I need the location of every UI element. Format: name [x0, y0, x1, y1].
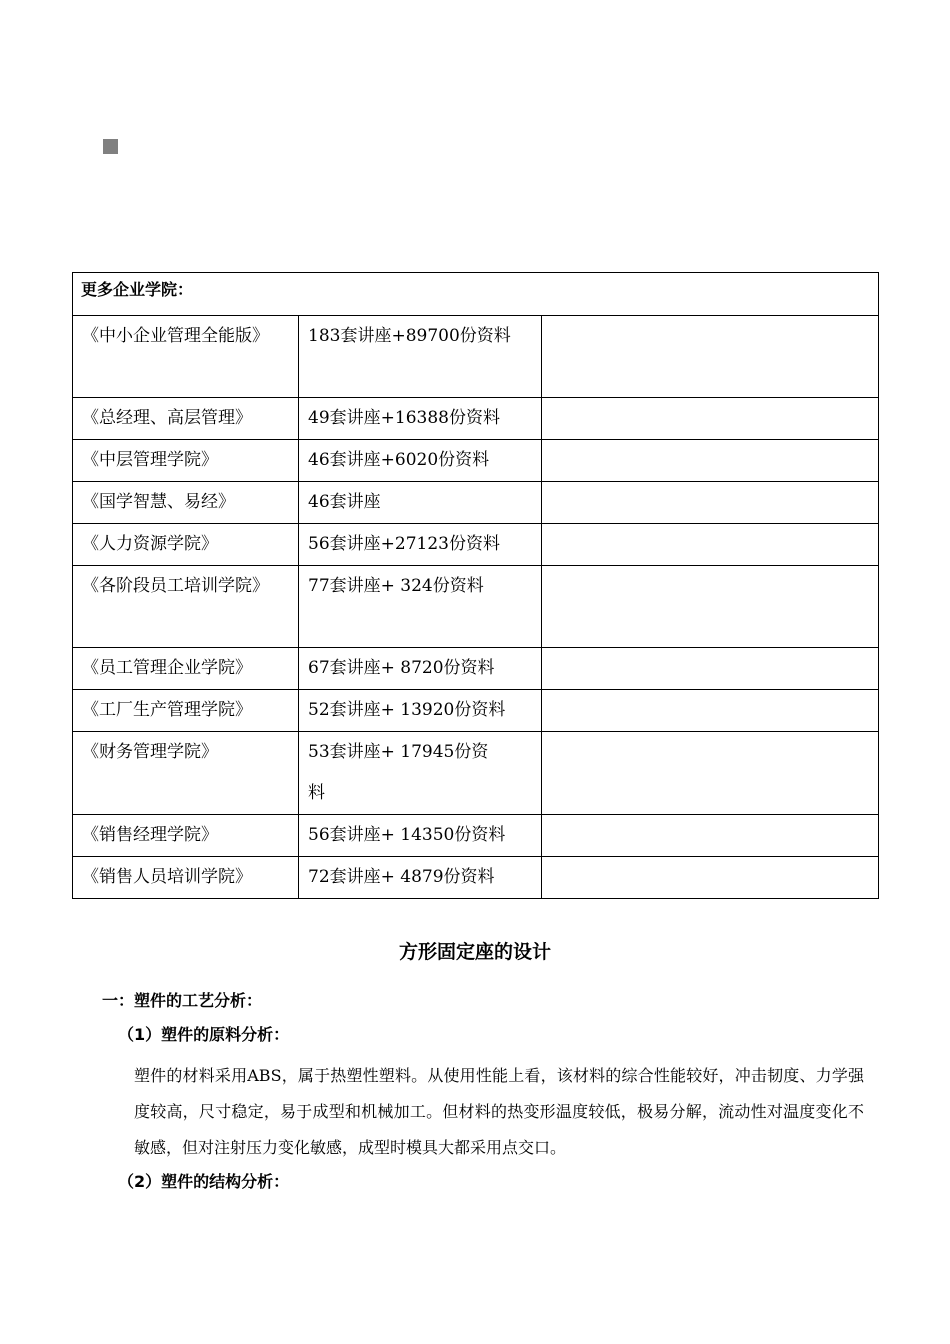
academy-table	[72, 272, 879, 899]
table-row	[73, 440, 879, 482]
academy-name: 《工厂生产管理学院》	[73, 690, 299, 732]
body-paragraph: 塑件的材料采用ABS，属于热塑性塑料。从使用性能上看，该材料的综合性能较好，冲击韧度、力学强度较高，尺寸稳定，易于成型和机械加工。但材料的热变形温度较低，极易分解，流动性对温度变化不敏感，但对注射压力变化敏感，成型时模具大都采用点交口。	[134, 1066, 864, 1157]
empty-cell	[542, 566, 879, 648]
academy-name: 《中小企业管理全能版》	[73, 316, 299, 398]
academy-name: 《人力资源学院》	[73, 524, 299, 566]
empty-cell	[542, 398, 879, 440]
table-row	[73, 648, 879, 690]
empty-cell	[542, 648, 879, 690]
document-title: 方形固定座的设计	[398, 941, 551, 963]
empty-cell	[542, 815, 879, 857]
academy-detail: 67套讲座+ 8720份资料	[299, 648, 542, 690]
academy-name: 《总经理、高层管理》	[73, 398, 299, 440]
academy-detail: 56套讲座+ 14350份资料	[299, 815, 542, 857]
table-row	[73, 857, 879, 899]
academy-detail: 72套讲座+ 4879份资料	[299, 857, 542, 899]
academy-name: 《各阶段员工培训学院》	[73, 566, 299, 648]
square-bullet-icon	[103, 139, 118, 154]
academy-detail: 46套讲座+6020份资料	[299, 440, 542, 482]
empty-cell	[542, 690, 879, 732]
table-row	[73, 566, 879, 648]
table-row	[73, 815, 879, 857]
subsection-heading: （1）塑件的原料分析：	[118, 1025, 290, 1044]
empty-cell	[542, 732, 879, 815]
academy-detail: 49套讲座+16388份资料	[299, 398, 542, 440]
academy-detail: 56套讲座+27123份资料	[299, 524, 542, 566]
subsection-heading: （2）塑件的结构分析：	[118, 1172, 290, 1191]
academy-name: 《国学智慧、易经》	[73, 482, 299, 524]
empty-cell	[542, 316, 879, 398]
empty-cell	[542, 440, 879, 482]
empty-cell	[542, 482, 879, 524]
table-row	[73, 524, 879, 566]
section-heading: 一：塑件的工艺分析：	[102, 991, 263, 1010]
academy-name: 《员工管理企业学院》	[73, 648, 299, 690]
academy-name: 《中层管理学院》	[73, 440, 299, 482]
table-header-row	[73, 273, 879, 316]
academy-detail: 52套讲座+ 13920份资料	[299, 690, 542, 732]
table-row	[73, 732, 879, 815]
academy-name: 《财务管理学院》	[73, 732, 299, 815]
academy-name: 《销售人员培训学院》	[73, 857, 299, 899]
table-row	[73, 316, 879, 398]
empty-cell	[542, 857, 879, 899]
table-row	[73, 482, 879, 524]
academy-detail: 53套讲座+ 17945份资料	[299, 732, 542, 815]
academy-detail: 183套讲座+89700份资料	[299, 316, 542, 398]
academy-name: 《销售经理学院》	[73, 815, 299, 857]
table-row	[73, 690, 879, 732]
empty-cell	[542, 524, 879, 566]
academy-detail: 46套讲座	[299, 482, 542, 524]
academy-detail: 77套讲座+ 324份资料	[299, 566, 542, 648]
table-header: 更多企业学院：	[73, 273, 879, 316]
table-row	[73, 398, 879, 440]
